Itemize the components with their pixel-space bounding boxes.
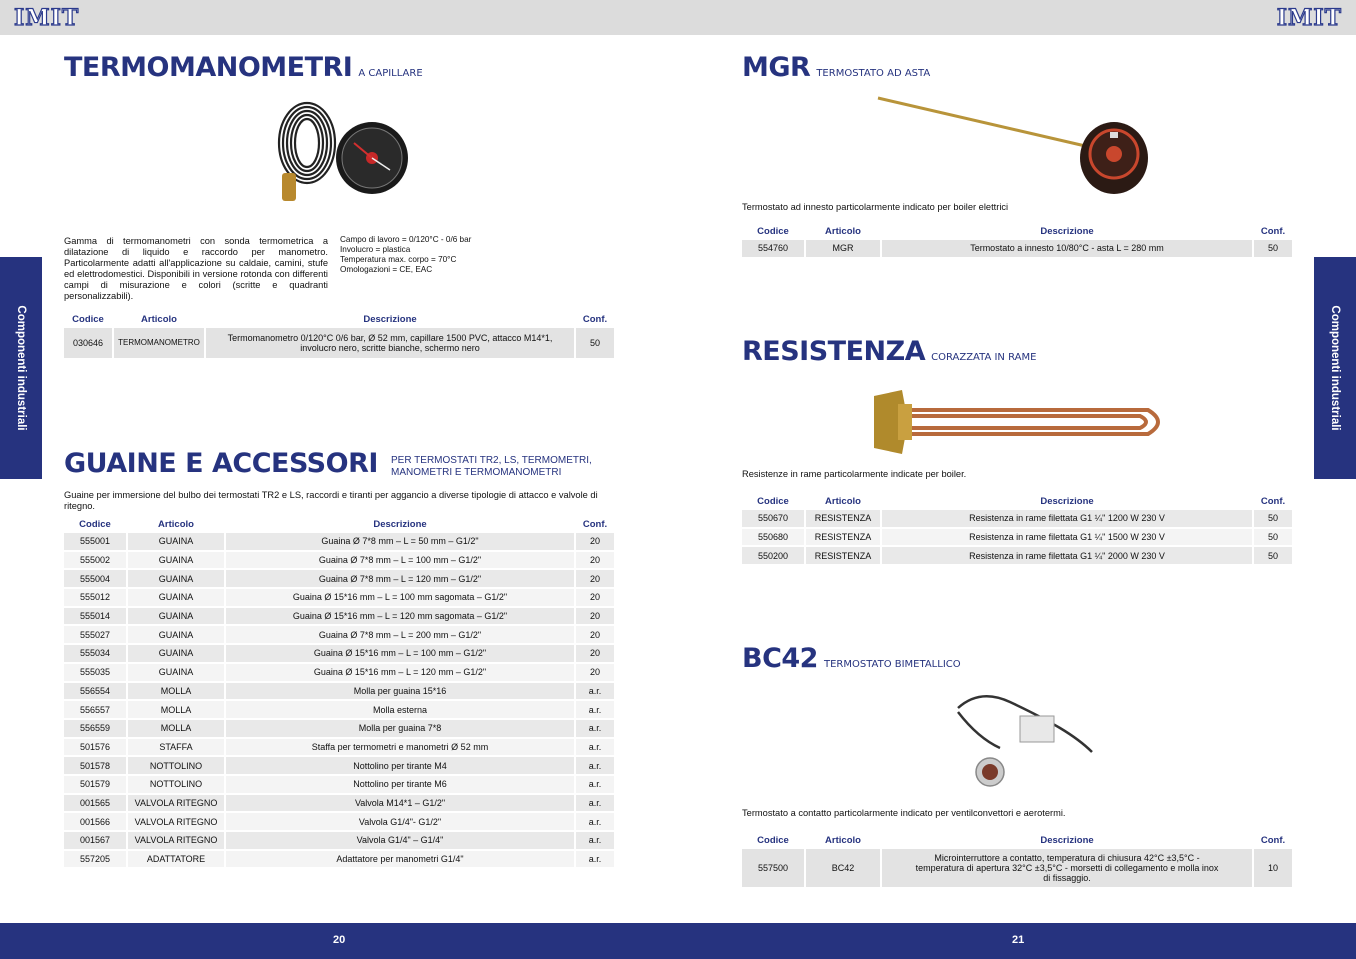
table-row	[64, 757, 614, 774]
cell-article: RESISTENZA	[806, 547, 880, 564]
table-row	[64, 683, 614, 700]
cell-conf: 20	[576, 589, 614, 606]
cell-code: 555014	[64, 608, 126, 625]
cell-code: 557500	[742, 849, 804, 887]
table-row	[64, 608, 614, 625]
cell-code: 555012	[64, 589, 126, 606]
cell-conf: a.r.	[576, 813, 614, 830]
cell-conf: a.r.	[576, 701, 614, 718]
termomanometri-heading	[64, 52, 423, 83]
side-tab-label-right: Componenti industriali	[1329, 305, 1341, 431]
table-row	[64, 701, 614, 718]
guaine-table	[62, 515, 616, 869]
table-row	[742, 547, 1292, 564]
table-row	[742, 529, 1292, 546]
cell-conf: 10	[1254, 849, 1292, 887]
col-header-code: Codice	[79, 518, 111, 530]
bc42-subtitle: TERMOSTATO BIMETALLICO	[823, 659, 961, 670]
mgr-description: Termostato ad innesto particolarmente indicato per boiler elettrici	[742, 202, 1009, 212]
cell-article: VALVOLA RITEGNO	[128, 832, 224, 849]
cell-code: 556557	[64, 701, 126, 718]
cell-conf: 20	[576, 608, 614, 625]
cell-article: GUAINA	[128, 589, 224, 606]
cell-description: Termostato a innesto 10/80°C - asta L = 280 mm	[882, 240, 1252, 257]
cell-code: 555027	[64, 626, 126, 643]
cell-description: Nottolino per tirante M4	[226, 757, 574, 774]
cell-article: GUAINA	[128, 608, 224, 625]
cell-conf: 20	[576, 552, 614, 569]
table-row	[64, 533, 614, 550]
bc42-table	[740, 831, 1294, 889]
guaine-subtitle-line: PER TERMOSTATI TR2, LS, TERMOMETRI,	[391, 455, 592, 466]
col-header-code: Codice	[72, 313, 104, 325]
col-header-article: Articolo	[825, 834, 861, 846]
cell-article: GUAINA	[128, 570, 224, 587]
resistenza-heater-image	[868, 386, 1178, 458]
cell-conf: a.r.	[576, 757, 614, 774]
side-tab-label-left: Componenti industriali	[15, 305, 27, 431]
cell-conf: 50	[1254, 510, 1292, 527]
termomanometro-image	[262, 88, 412, 210]
col-header-conf: Conf.	[1260, 834, 1286, 846]
cell-conf: 20	[576, 533, 614, 550]
page-number-left: 20	[333, 934, 346, 946]
cell-conf: 50	[1254, 240, 1292, 257]
cell-code: 501579	[64, 776, 126, 793]
cell-description: Guaina Ø 7*8 mm – L = 200 mm – G1/2"	[226, 626, 574, 643]
cell-code: 555035	[64, 664, 126, 681]
mgr-table	[740, 222, 1294, 259]
brand-logo-left: IMIT	[14, 5, 80, 31]
cell-article: MOLLA	[128, 701, 224, 718]
table-row	[64, 626, 614, 643]
cell-description: Molla per guaina 15*16	[226, 683, 574, 700]
top-bar	[0, 0, 1356, 35]
table-header-row	[742, 224, 1292, 238]
cell-article: GUAINA	[128, 533, 224, 550]
table-row	[64, 832, 614, 849]
cell-code: 557205	[64, 851, 126, 868]
table-row	[742, 240, 1292, 257]
cell-conf: 20	[576, 645, 614, 662]
col-header-article: Articolo	[141, 313, 177, 325]
cell-article: STAFFA	[128, 739, 224, 756]
cell-article: MOLLA	[128, 720, 224, 737]
cell-article: TERMOMANOMETRO	[114, 328, 204, 358]
cell-conf: a.r.	[576, 776, 614, 793]
cell-article: GUAINA	[128, 664, 224, 681]
brand-logo-right: IMIT	[1276, 5, 1342, 31]
cell-conf: 50	[1254, 529, 1292, 546]
cell-code: 001567	[64, 832, 126, 849]
table-row	[64, 739, 614, 756]
cell-code: 555034	[64, 645, 126, 662]
bottom-bar	[0, 923, 1356, 959]
resistenza-description: Resistenze in rame particolarmente indicate per boiler.	[742, 469, 967, 479]
page-number-right: 21	[1012, 934, 1025, 946]
col-header-description: Descrizione	[363, 313, 417, 325]
col-header-article: Articolo	[825, 225, 861, 237]
table-row	[64, 776, 614, 793]
cell-article: NOTTOLINO	[128, 757, 224, 774]
bc42-heading	[742, 643, 961, 674]
cell-conf: a.r.	[576, 851, 614, 868]
col-header-conf: Conf.	[1260, 495, 1286, 507]
col-header-conf: Conf.	[1260, 225, 1286, 237]
cell-description: Termomanometro 0/120°C 0/6 bar, Ø 52 mm, capillare 1500 PVC, attacco M14*1, involucro nero, scritte bianche, schermo nero	[206, 328, 574, 358]
cell-code: 001566	[64, 813, 126, 830]
cell-code: 550680	[742, 529, 804, 546]
cell-article: GUAINA	[128, 645, 224, 662]
table-row	[64, 795, 614, 812]
table-row	[64, 328, 614, 358]
cell-description: Nottolino per tirante M6	[226, 776, 574, 793]
table-row	[64, 570, 614, 587]
cell-article: GUAINA	[128, 552, 224, 569]
cell-description: Resistenza in rame filettata G1 ¼" 2000 W 230 V	[882, 547, 1252, 564]
table-row	[64, 552, 614, 569]
cell-conf: 50	[1254, 547, 1292, 564]
cell-conf: 20	[576, 664, 614, 681]
table-header-row	[64, 312, 614, 326]
cell-conf: 20	[576, 626, 614, 643]
cell-description: Resistenza in rame filettata G1 ¼" 1200 W 230 V	[882, 510, 1252, 527]
spec-line: Omologazioni = CE, EAC	[340, 265, 433, 274]
cell-code: 501576	[64, 739, 126, 756]
table-row	[64, 813, 614, 830]
table-header-row	[64, 517, 614, 531]
cell-description: Guaina Ø 7*8 mm – L = 100 mm – G1/2"	[226, 552, 574, 569]
mgr-thermostat-image	[874, 92, 1154, 198]
cell-article: VALVOLA RITEGNO	[128, 813, 224, 830]
cell-conf: a.r.	[576, 683, 614, 700]
col-header-article: Articolo	[158, 518, 194, 530]
cell-description: Staffa per termometri e manometri Ø 52 mm	[226, 739, 574, 756]
table-row	[64, 851, 614, 868]
table-row	[64, 664, 614, 681]
cell-code: 550200	[742, 547, 804, 564]
cell-conf: 50	[576, 328, 614, 358]
cell-code: 030646	[64, 328, 112, 358]
col-header-conf: Conf.	[582, 518, 608, 530]
col-header-description: Descrizione	[1040, 495, 1094, 507]
cell-description: Valvola M14*1 – G1/2"	[226, 795, 574, 812]
mgr-title: MGR	[742, 52, 811, 83]
cell-article: BC42	[806, 849, 880, 887]
col-header-description: Descrizione	[373, 518, 427, 530]
resistenza-table	[740, 492, 1294, 566]
cell-conf: a.r.	[576, 720, 614, 737]
termomanometri-description: Gamma di termomanometri con sonda termometrica a dilatazione di liquido e raccordo per manometro. Particolarmente adatti all'applicazione su caldaie, camini, stufe ed elettrodomestici. Disponibili in versione rotonda con differenti campi di misurazione e colori (scritte e quadranti personalizzabili).	[64, 236, 328, 301]
guaine-title: GUAINE E ACCESSORI	[64, 448, 378, 479]
cell-description: Resistenza in rame filettata G1 ¼" 1500 W 230 V	[882, 529, 1252, 546]
resistenza-title: RESISTENZA	[742, 336, 926, 367]
guaine-subtitle	[391, 455, 592, 479]
cell-description: Guaina Ø 15*16 mm – L = 120 mm – G1/2"	[226, 664, 574, 681]
col-header-conf: Conf.	[582, 313, 608, 325]
termomanometri-table	[62, 310, 616, 360]
cell-code: 556554	[64, 683, 126, 700]
cell-article: ADATTATORE	[128, 851, 224, 868]
cell-conf: a.r.	[576, 795, 614, 812]
mgr-heading	[742, 52, 930, 83]
cell-article: RESISTENZA	[806, 529, 880, 546]
cell-description: Molla esterna	[226, 701, 574, 718]
bc42-title: BC42	[742, 643, 818, 674]
guaine-description: Guaine per immersione del bulbo dei termostati TR2 e LS, raccordi e tiranti per aggancio a diverse tipologie di attacco e valvole di ritegno.	[64, 490, 598, 511]
cell-article: NOTTOLINO	[128, 776, 224, 793]
spec-line: Involucro = plastica	[340, 245, 411, 254]
resistenza-subtitle: CORAZZATA IN RAME	[931, 352, 1037, 363]
cell-description: Microinterruttore a contatto, temperatura di chiusura 42°C ±3,5°C - temperatura di apertura 32°C ±3,5°C - morsetti di collegamento e molla inox di fissaggio.	[882, 849, 1252, 887]
col-header-code: Codice	[757, 495, 789, 507]
cell-code: 501578	[64, 757, 126, 774]
cell-description: Valvola G1/4"- G1/2"	[226, 813, 574, 830]
resistenza-heading	[742, 336, 1036, 367]
termomanometri-title: TERMOMANOMETRI	[64, 52, 353, 83]
mgr-subtitle: TERMOSTATO AD ASTA	[816, 68, 931, 79]
table-row	[64, 589, 614, 606]
table-row	[742, 849, 1292, 887]
col-header-article: Articolo	[825, 495, 861, 507]
termomanometri-specs	[340, 235, 510, 275]
cell-description: Guaina Ø 7*8 mm – L = 50 mm – G1/2"	[226, 533, 574, 550]
cell-article: VALVOLA RITEGNO	[128, 795, 224, 812]
table-header-row	[742, 833, 1292, 847]
cell-conf: 20	[576, 570, 614, 587]
cell-article: RESISTENZA	[806, 510, 880, 527]
table-header-row	[742, 494, 1292, 508]
cell-description: Valvola G1/4" – G1/4"	[226, 832, 574, 849]
cell-description: Molla per guaina 7*8	[226, 720, 574, 737]
col-header-code: Codice	[757, 225, 789, 237]
guaine-subtitle-line: MANOMETRI E TERMOMANOMETRI	[391, 467, 562, 478]
spec-line: Temperatura max. corpo = 70°C	[340, 255, 457, 264]
cell-description: Guaina Ø 15*16 mm – L = 100 mm – G1/2"	[226, 645, 574, 662]
table-row	[64, 645, 614, 662]
cell-code: 550670	[742, 510, 804, 527]
cell-article: MOLLA	[128, 683, 224, 700]
cell-conf: a.r.	[576, 832, 614, 849]
bc42-thermostat-image	[950, 688, 1100, 792]
cell-code: 554760	[742, 240, 804, 257]
cell-code: 001565	[64, 795, 126, 812]
col-header-description: Descrizione	[1040, 834, 1094, 846]
col-header-code: Codice	[757, 834, 789, 846]
table-row	[742, 510, 1292, 527]
cell-code: 555004	[64, 570, 126, 587]
termomanometri-subtitle: A CAPILLARE	[358, 68, 423, 79]
cell-description: Guaina Ø 7*8 mm – L = 120 mm – G1/2"	[226, 570, 574, 587]
cell-description: Guaina Ø 15*16 mm – L = 100 mm sagomata – G1/2"	[226, 589, 574, 606]
cell-code: 555001	[64, 533, 126, 550]
table-row	[64, 720, 614, 737]
cell-code: 555002	[64, 552, 126, 569]
cell-article: MGR	[806, 240, 880, 257]
guaine-heading	[64, 448, 378, 479]
cell-article: GUAINA	[128, 626, 224, 643]
cell-description: Guaina Ø 15*16 mm – L = 120 mm sagomata – G1/2"	[226, 608, 574, 625]
cell-description: Adattatore per manometri G1/4"	[226, 851, 574, 868]
bc42-description: Termostato a contatto particolarmente indicato per ventilconvettori e aerotermi.	[742, 808, 1066, 818]
col-header-description: Descrizione	[1040, 225, 1094, 237]
spec-line: Campo di lavoro = 0/120°C - 0/6 bar	[340, 235, 472, 244]
cell-code: 556559	[64, 720, 126, 737]
cell-conf: a.r.	[576, 739, 614, 756]
